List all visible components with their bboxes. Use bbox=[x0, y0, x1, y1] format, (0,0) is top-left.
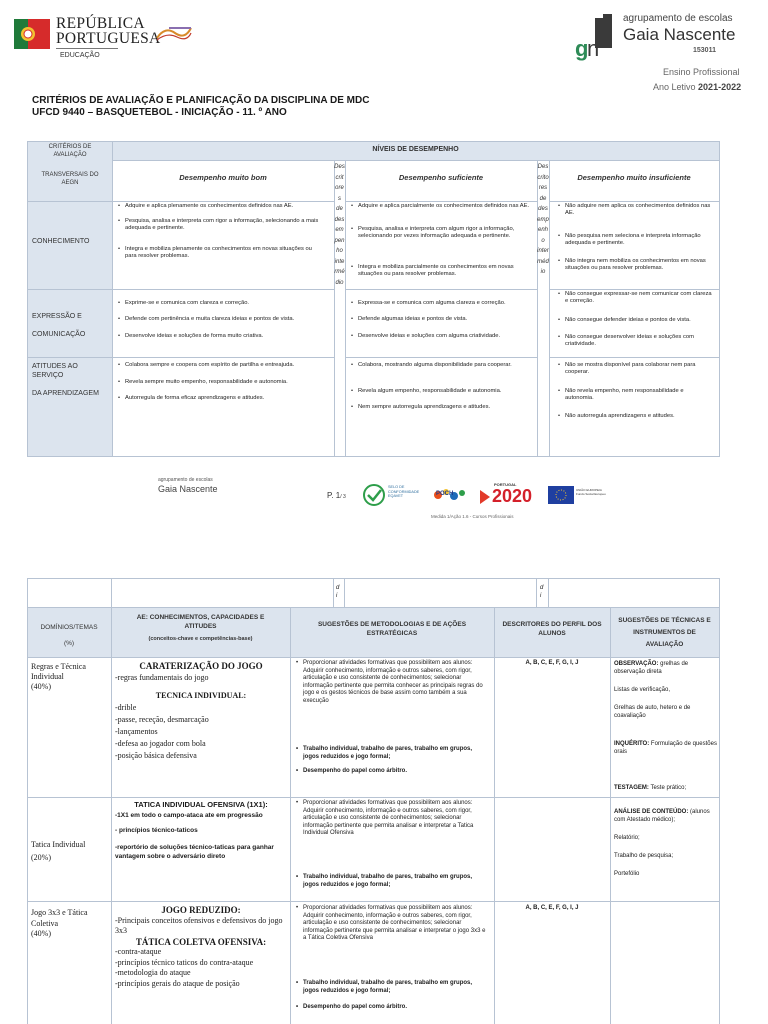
tec-label: TESTAGEM: bbox=[614, 785, 649, 791]
header-tec-line: INSTRUMENTOS DE bbox=[633, 629, 696, 636]
header-ae bbox=[111, 614, 290, 644]
domain-line: Individual bbox=[31, 672, 64, 681]
eqavet-text: SELO DE CONFORMIDADE EQAVET bbox=[388, 485, 420, 499]
descritores-intermedio-vertical: Descritores de desempenho intermédio bbox=[334, 164, 345, 286]
ae-line: -posição básica defensiva bbox=[115, 751, 197, 760]
domain-jogo-3x3 bbox=[31, 908, 109, 940]
portugal-text: PORTUGAL bbox=[494, 482, 517, 487]
divider bbox=[345, 160, 346, 456]
bullet-text: • Não adquire nem aplica os conhecimentos definidos nas AE. bbox=[565, 203, 713, 218]
row-label-conhecimento: CONHECIMENTO bbox=[32, 238, 90, 245]
header-dominios bbox=[27, 620, 111, 652]
domain-pct: (40%) bbox=[31, 682, 51, 691]
ano-letivo-value: 2021-2022 bbox=[698, 82, 742, 92]
bullet-text: • Desenvolve ideias e soluções de forma muito criativa. bbox=[125, 333, 330, 340]
row-label-expressao bbox=[32, 308, 85, 344]
bullet-text: • Pesquisa, analisa e interpreta com algum rigor a informação, selecionando por vezes informação adequada e pertinente. bbox=[358, 226, 530, 241]
bullet-text: • Não se mostra disponível para colaborar nem para cooperar. bbox=[565, 362, 713, 377]
divider bbox=[27, 657, 720, 658]
school-code: 153011 bbox=[693, 47, 716, 54]
row-label-line: DA APRENDIZAGEM bbox=[32, 390, 99, 397]
bullet-text: • Adquire e aplica parcialmente os conhecimentos definidos nas AE. bbox=[358, 203, 530, 210]
ae-line: -1X1 em todo o campo-ataca ate em progressão bbox=[115, 812, 263, 819]
divider bbox=[28, 357, 334, 358]
republica-line: REPÚBLICA bbox=[56, 15, 145, 32]
header-ae-line: ATITUDES bbox=[184, 622, 217, 630]
row-label-line: COMUNICAÇÃO bbox=[32, 331, 86, 338]
ae-regras-tecnica bbox=[115, 660, 287, 762]
divider bbox=[112, 142, 113, 456]
gaia-nascente-logo bbox=[575, 12, 619, 64]
bullet-text: • Adquire e aplica plenamente os conhecimentos definidos nas AE. bbox=[125, 203, 330, 210]
ae-line: -Principais conceitos ofensivos e defensivos do jogo 3x3 bbox=[115, 915, 283, 935]
ae-line: -defesa ao jogador com bola bbox=[115, 739, 206, 748]
document-title-line1: CRITÉRIOS DE AVALIAÇÃO E PLANIFICAÇÃO DA DISCIPLINA DE MDC bbox=[32, 95, 370, 106]
page-total: / 3 bbox=[340, 494, 346, 500]
bullet-text: • Não consegue defender ideias e pontos de vista. bbox=[565, 317, 715, 324]
ano-letivo-label: Ano Letivo bbox=[653, 82, 696, 92]
divider bbox=[549, 201, 719, 202]
sug-bullet: • Proporcionar atividades formativas que possibilitem aos alunos: Adquirir conhecimento, informação e outros saberes, com rigor, articulação e uso consistente de conhecimentos; selecionar informação pertinente que permita analisar e interpretar o jogo 3x3 e a Tática Coletiva Ofensiva bbox=[303, 905, 489, 943]
bullet-text: • Exprime-se e comunica com clareza e correção. bbox=[125, 300, 330, 307]
header-pct-line: (%) bbox=[63, 640, 75, 647]
tec-testagem bbox=[614, 784, 718, 792]
ae-line: -passe, receção, desmarcação bbox=[115, 715, 209, 724]
ano-letivo bbox=[653, 82, 741, 92]
footer-agrupamento: agrupamento de escolas bbox=[158, 477, 213, 483]
di-mark: d i bbox=[540, 585, 544, 599]
header-tec-line: AVALIAÇÃO bbox=[645, 641, 684, 648]
tec-portfolio: Portefólio bbox=[614, 871, 640, 877]
ae-line: -lançamentos bbox=[115, 727, 158, 736]
descritores-intermedio-vertical: Descritores de desempenho intermédio bbox=[537, 164, 549, 275]
svg-text:g: g bbox=[575, 36, 589, 61]
bullet-text: • Integra e mobiliza parcialmente os conhecimentos em novas situações ou para resolver problemas. bbox=[358, 264, 530, 279]
page-number bbox=[327, 491, 346, 500]
tec-grelhas: Grelhas de auto, hetero e de coavaliação bbox=[614, 705, 691, 719]
bullet-text: • Não pesquisa nem seleciona e interpreta informação adequada e pertinente. bbox=[565, 233, 713, 248]
header-tec-line: SUGESTÕES DE TÉCNICAS E bbox=[618, 617, 711, 624]
divider bbox=[27, 578, 720, 579]
header-desc-line: ALUNOS bbox=[538, 630, 566, 637]
header-tecnicas bbox=[610, 615, 719, 651]
transversais-header-line: AEGN bbox=[61, 180, 79, 186]
row-label-line: SERVIÇO bbox=[32, 372, 64, 379]
educacao-label: EDUCAÇÃO bbox=[60, 52, 100, 59]
bullet-text: • Revela algum empenho, responsabilidade e autonomia. bbox=[358, 388, 534, 395]
eqavet-logo bbox=[362, 481, 426, 509]
divider bbox=[719, 578, 720, 1024]
ae-title: TATICA INDIVIDUAL OFENSIVA (1X1): bbox=[134, 800, 268, 809]
ae-line: -drible bbox=[115, 703, 137, 712]
ae-line: -metodologia do ataque bbox=[115, 968, 191, 977]
header-desc-line: DESCRITORES DO PERFIL DOS bbox=[502, 621, 602, 628]
divider bbox=[111, 578, 112, 1024]
tec-listas: Listas de verificação, bbox=[614, 687, 671, 693]
tec-pesquisa: Trabalho de pesquisa; bbox=[614, 853, 674, 859]
domain-line: Regras e Técnica bbox=[31, 662, 86, 671]
divider bbox=[548, 578, 549, 607]
portugal-arrow-icon bbox=[478, 488, 492, 506]
header-sugestoes bbox=[290, 620, 494, 638]
divider bbox=[27, 607, 720, 608]
poch-logo bbox=[432, 486, 468, 504]
criteria-table bbox=[27, 141, 720, 457]
ae-title: CARATERIZAÇÃO DO JOGO bbox=[139, 661, 263, 671]
eu-text bbox=[576, 488, 606, 496]
dgeste-logo bbox=[155, 24, 193, 42]
tec-text: grelhas de observação direta bbox=[614, 661, 689, 675]
criterios-header-line: AVALIAÇÃO bbox=[53, 152, 87, 158]
header-ae-line: AE: CONHECIMENTOS, CAPACIDADES E bbox=[136, 614, 265, 621]
col-muito-insuficiente: Desempenho muito insuficiente bbox=[577, 173, 691, 182]
bullet-text: • Pesquisa, analisa e interpreta com rigor a informação, selecionando a mais adequada e pertinente. bbox=[125, 218, 325, 233]
ae-tatica-individual bbox=[115, 800, 287, 861]
portugal2020-logo bbox=[478, 482, 540, 508]
ae-title: JOGO REDUZIDO: bbox=[161, 905, 241, 915]
tec-text: Teste prático; bbox=[650, 785, 687, 791]
eu-text-line: UNIÃO EUROPEIA bbox=[576, 488, 602, 492]
header-dominios-line: DOMÍNIOS/TEMAS bbox=[40, 624, 98, 631]
ae-line: -contra-ataque bbox=[115, 947, 162, 956]
domain-pct: (20%) bbox=[31, 853, 51, 862]
sug-bullet: • Trabalho individual, trabalho de pares, trabalho em grupos, jogos reduzidos e jogo formal; bbox=[303, 980, 489, 995]
educacao-divider bbox=[56, 48, 118, 49]
row-label-atitudes bbox=[32, 362, 99, 398]
transversais-header-line: TRANSVERSAIS DO bbox=[41, 172, 99, 178]
domain-line: Coletiva bbox=[31, 918, 59, 928]
divider bbox=[27, 901, 720, 902]
bullet-text: • Desenvolve ideias e soluções com alguma criatividade. bbox=[358, 333, 534, 340]
tec-label: OBSERVAÇÃO: bbox=[614, 661, 659, 667]
footer-school: Gaia Nascente bbox=[158, 484, 218, 494]
p2020-text: 2020 bbox=[492, 486, 533, 506]
tec-label: INQUÉRITO: bbox=[614, 741, 650, 747]
republica-flag-logo bbox=[14, 19, 50, 49]
criterios-header-line: CRITÉRIOS DE bbox=[48, 144, 92, 150]
bullet-text: • Nem sempre autorregula aprendizagens e atitudes. bbox=[358, 404, 534, 411]
tecnicas-list bbox=[614, 660, 718, 878]
ae-jogo-3x3 bbox=[115, 905, 287, 989]
tec-text: Formulação de questões orais bbox=[614, 741, 717, 755]
agrupamento-label: agrupamento de escolas bbox=[623, 13, 733, 24]
medida-text: Medida 1/Ação 1.6 - Cursos Profissionais bbox=[431, 514, 514, 519]
descritores-row: A, B, C, E, F, G, I, J bbox=[525, 660, 579, 666]
divider bbox=[28, 201, 334, 202]
bullet-text: • Defende com pertinência e muita clareza ideias e pontos de vista. bbox=[125, 316, 330, 323]
document-title-line2: UFCD 9440 – BASQUETEBOL - INICIAÇÃO - 11. º ANO bbox=[32, 107, 287, 118]
header-ae-sub: (conceitos-chave e competências-base) bbox=[148, 636, 253, 642]
bullet-text: • Não autorregula aprendizagens e atitudes. bbox=[565, 413, 713, 420]
tec-observacao bbox=[614, 660, 718, 676]
sug-bullet: • Desempenho do papel como árbitro. bbox=[303, 1004, 489, 1012]
header-descritores bbox=[494, 620, 610, 638]
sug-bullet: • Trabalho individual, trabalho de pares, trabalho em grupos, jogos reduzidos e jogo formal; bbox=[303, 874, 489, 889]
domain-pct: (40%) bbox=[31, 929, 51, 938]
bullet-text: • Não consegue desenvolver ideias e soluções com criatividade. bbox=[565, 334, 715, 349]
bullet-text: • Colabora, mostrando alguma disponibilidade para cooperar. bbox=[358, 362, 530, 369]
bullet-text: • Integra e mobiliza plenamente os conhecimentos em novas situações ou para resolver problemas. bbox=[125, 246, 325, 261]
sug-bullet: • Proporcionar atividades formativas que possibilitem aos alunos: Adquirir conhecimento, informação e outros saberes, com rigor, articulação e uso consistente de conhecimentos; selecionar informação pertinente que permita analisar e interpretar a Tatica Individual Ofensiva bbox=[303, 800, 489, 838]
tec-label: ANÁLISE DE CONTEÚDO: bbox=[614, 809, 689, 815]
sug-bullet: • Proporcionar atividades formativas que possibilitem aos alunos: Adquirir conhecimento, informação e outros saberes, com rigor, articulação e uso consistente de conhecimentos; selecionar informação pertinente que permita conhecer as principais regras do jogo e os gestos técnicos de base assim como também a sua execução bbox=[303, 660, 489, 706]
ae-line: -princípios gerais do ataque de posição bbox=[115, 978, 240, 988]
niveis-header: NÍVEIS DE DESEMPENHO bbox=[372, 146, 459, 153]
domain-line: Tatica Individual bbox=[31, 840, 86, 849]
school-name: Gaia Nascente bbox=[623, 25, 736, 44]
ae-title: TECNICA INDIVIDUAL: bbox=[155, 691, 247, 700]
col-muito-bom: Desempenho muito bom bbox=[179, 173, 267, 182]
divider bbox=[549, 357, 719, 358]
ae-title: TÁTICA COLETVA OFENSIVA: bbox=[135, 936, 267, 947]
ae-line: -princípios técnico taticos do contra-ataque bbox=[115, 957, 254, 967]
bullet-text: • Não revela empenho, nem responsabilidade e autonomia. bbox=[565, 388, 713, 403]
bullet-text: • Colabora sempre e coopera com espírito de partilha e entreajuda. bbox=[125, 362, 330, 369]
descritores-row: A, B, C, E, F, G, I, J bbox=[525, 905, 579, 911]
di-mark: d i bbox=[336, 585, 340, 599]
eu-fse-logo bbox=[548, 486, 606, 504]
header-sug-line: SUGESTÕES DE METODOLOGIAS E DE AÇÕES bbox=[317, 621, 467, 628]
divider bbox=[494, 607, 495, 1024]
bullet-text: • Expressa-se e comunica com alguma clareza e correção. bbox=[358, 300, 534, 307]
sug-bullet: • Desempenho do papel como árbitro. bbox=[303, 768, 489, 776]
sug-bullet: • Trabalho individual, trabalho de pares, trabalho em grupos, jogos reduzidos e jogo formal; bbox=[303, 746, 489, 761]
republica-portuguesa-text bbox=[56, 16, 161, 46]
divider bbox=[549, 289, 719, 290]
portuguesa-line: PORTUGUESA bbox=[56, 30, 161, 47]
fse-text-line: Fundo Social Europeu bbox=[576, 492, 606, 496]
ae-line: -regras fundamentais do jogo bbox=[115, 673, 209, 682]
transversais-header bbox=[28, 171, 112, 187]
page-number-value: P. 1 bbox=[327, 491, 341, 500]
planning-table bbox=[27, 578, 720, 1024]
divider bbox=[290, 607, 291, 1024]
tec-text: (alunos com Atestado médico); bbox=[614, 809, 710, 823]
divider bbox=[112, 160, 719, 161]
divider bbox=[345, 201, 537, 202]
divider bbox=[610, 607, 611, 1024]
bullet-text: • Autorregula de forma eficaz aprendizagens e atitudes. bbox=[125, 395, 330, 402]
domain-regras-tecnica bbox=[31, 662, 109, 692]
tec-inquerito bbox=[614, 740, 718, 756]
domain-tatica-individual bbox=[31, 838, 109, 864]
bullet-text: • Defende algumas ideias e pontos de vista. bbox=[358, 316, 534, 323]
bullet-text: • Revela sempre muito empenho, responsabilidade e autonomia. bbox=[125, 379, 330, 386]
bullet-text: • Não consegue expressar-se nem comunicar com clareza e correção. bbox=[565, 291, 715, 306]
divider bbox=[345, 289, 537, 290]
tec-relatorio: Relatório; bbox=[614, 835, 640, 841]
divider bbox=[536, 578, 537, 607]
poch-text: POCH bbox=[436, 491, 454, 497]
header-sug-line: ESTRATÉGICAS bbox=[366, 630, 418, 637]
divider bbox=[344, 578, 345, 607]
row-label-line: EXPRESSÃO E bbox=[32, 313, 82, 320]
ensino-label: Ensino Profissional bbox=[663, 67, 740, 77]
row-label-line: ATITUDES AO bbox=[32, 363, 78, 370]
divider bbox=[549, 160, 550, 456]
eu-flag-icon bbox=[548, 486, 574, 504]
domain-line: Jogo 3x3 e Tática bbox=[31, 908, 88, 917]
divider bbox=[345, 357, 537, 358]
divider bbox=[28, 289, 334, 290]
svg-text:n: n bbox=[587, 36, 600, 61]
ae-line: -reportório de soluções técnico-taticas para ganhar vantagem sobre o adversário direto bbox=[115, 844, 274, 860]
eqavet-check-icon bbox=[362, 483, 386, 507]
tec-analise bbox=[614, 808, 718, 824]
divider bbox=[333, 578, 334, 607]
bullet-text: • Não integra nem mobiliza os conhecimentos em novas situações ou para resolver problemas. bbox=[565, 258, 713, 273]
ae-line: - princípios técnico-taticos bbox=[115, 827, 198, 834]
col-suficiente: Desempenho suficiente bbox=[398, 173, 484, 182]
criterios-header bbox=[28, 143, 112, 159]
